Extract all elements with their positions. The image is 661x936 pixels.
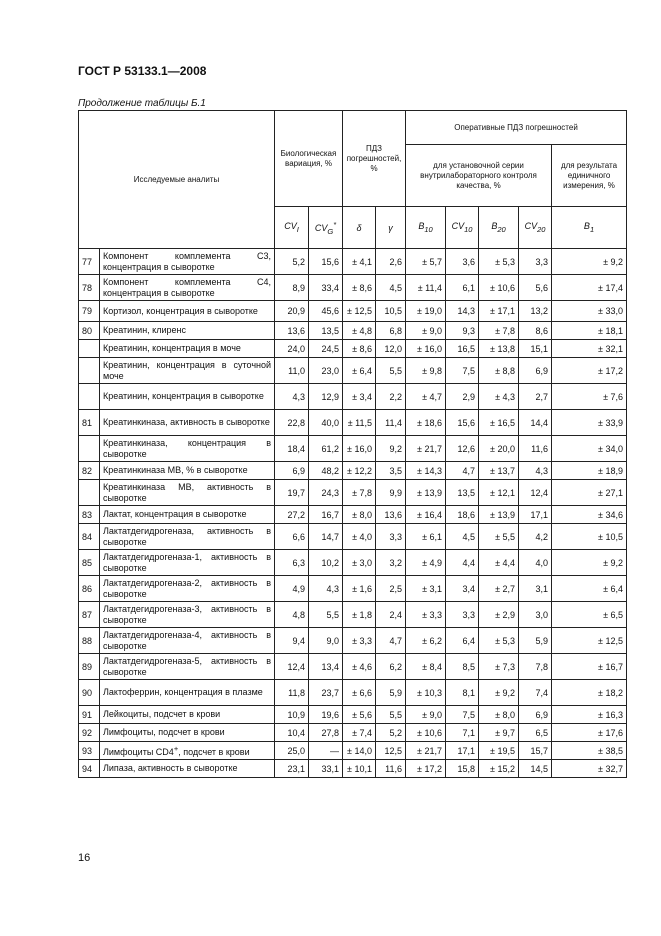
analyte-name: Креатинкиназа, активность в сыворотке [100,410,275,436]
value-cell: 5,5 [309,602,343,628]
row-number: 89 [79,654,100,680]
value-cell: 5,9 [376,680,406,706]
value-cell: ± 6,1 [406,524,446,550]
value-cell: ± 4,1 [343,249,376,275]
table-row [79,628,627,654]
table-row [79,524,627,550]
analyte-name: Креатинкиназа МВ, % в сыворотке [100,462,275,480]
value-cell: ± 12,5 [552,628,627,654]
analytes-table [78,110,627,778]
value-cell: 6,8 [376,322,406,340]
value-cell: 22,8 [275,410,309,436]
value-cell: ± 8,4 [406,654,446,680]
analyte-name: Лейкоциты, подсчет в крови [100,706,275,724]
value-cell: ± 2,7 [479,576,519,602]
value-cell: 2,7 [519,384,552,410]
value-cell: 4,8 [275,602,309,628]
value-cell: 3,4 [446,576,479,602]
value-cell: 6,4 [446,628,479,654]
row-number [79,358,100,384]
value-cell: ± 17,4 [552,275,627,301]
value-cell: 24,5 [309,340,343,358]
value-cell: ± 16,4 [406,506,446,524]
value-cell: 10,2 [309,550,343,576]
value-cell: 6,9 [275,462,309,480]
value-cell: 17,1 [446,742,479,760]
value-cell: — [309,742,343,760]
symbol-cv20: $CV_{20}$ [519,207,552,249]
table-row [79,384,627,410]
value-cell: 61,2 [309,436,343,462]
value-cell: ± 6,4 [343,358,376,384]
row-number: 86 [79,576,100,602]
value-cell: 23,1 [275,760,309,778]
value-cell: ± 27,1 [552,480,627,506]
value-cell: ± 8,0 [479,706,519,724]
symbol-delta: δ [343,207,376,249]
value-cell: 8,9 [275,275,309,301]
analyte-name: Лактатдегидрогеназа-1, активность в сыворотке [100,550,275,576]
symbol-b20: $B_{20}$ [479,207,519,249]
value-cell: ± 5,7 [406,249,446,275]
value-cell: ± 1,8 [343,602,376,628]
value-cell: ± 32,1 [552,340,627,358]
value-cell: ± 18,9 [552,462,627,480]
value-cell: ± 4,3 [479,384,519,410]
value-cell: ± 4,0 [343,524,376,550]
value-cell: 12,4 [275,654,309,680]
value-cell: 14,3 [446,301,479,322]
value-cell: ± 18,6 [406,410,446,436]
row-number: 87 [79,602,100,628]
value-cell: 19,6 [309,706,343,724]
table-row [79,410,627,436]
value-cell: ± 17,1 [479,301,519,322]
value-cell: ± 33,9 [552,410,627,436]
value-cell: ± 3,3 [406,602,446,628]
value-cell: ± 14,3 [406,462,446,480]
analyte-name: Креатинин, концентрация в сыворотке [100,384,275,410]
row-number [79,384,100,410]
symbol-cv10: $CV_{10}$ [446,207,479,249]
value-cell: ± 10,6 [479,275,519,301]
value-cell: ± 16,7 [552,654,627,680]
analyte-name: Лактатдегидрогеназа-2, активность в сыворотке [100,576,275,602]
value-cell: ± 33,0 [552,301,627,322]
value-cell: ± 1,6 [343,576,376,602]
value-cell: ± 13,9 [479,506,519,524]
analyte-name: Лимфоциты, подсчет в крови [100,724,275,742]
row-number: 84 [79,524,100,550]
value-cell: ± 7,8 [479,322,519,340]
value-cell: ± 13,8 [479,340,519,358]
value-cell: 10,5 [376,301,406,322]
value-cell: 6,2 [376,654,406,680]
analyte-name: Кортизол, концентрация в сыворотке [100,301,275,322]
value-cell: 16,5 [446,340,479,358]
value-cell: ± 5,3 [479,249,519,275]
row-number [79,340,100,358]
value-cell: 13,4 [309,654,343,680]
table-row [79,724,627,742]
table-row [79,358,627,384]
value-cell: 8,6 [519,322,552,340]
value-cell: ± 14,0 [343,742,376,760]
value-cell: 4,7 [446,462,479,480]
value-cell: 4,2 [519,524,552,550]
value-cell: 6,3 [275,550,309,576]
value-cell: ± 7,3 [479,654,519,680]
value-cell: 4,7 [376,628,406,654]
value-cell: ± 4,7 [406,384,446,410]
table-row [79,249,627,275]
value-cell: ± 9,0 [406,706,446,724]
table-row [79,480,627,506]
analyte-name: Креатинин, концентрация в моче [100,340,275,358]
value-cell: 9,2 [376,436,406,462]
symbol-b1: $B_1$ [552,207,627,249]
value-cell: 17,1 [519,506,552,524]
value-cell: ± 12,2 [343,462,376,480]
value-cell: ± 6,4 [552,576,627,602]
value-cell: ± 6,2 [406,628,446,654]
row-number: 94 [79,760,100,778]
value-cell: ± 6,5 [552,602,627,628]
value-cell: ± 16,0 [406,340,446,358]
value-cell: 14,7 [309,524,343,550]
value-cell: ± 10,1 [343,760,376,778]
value-cell: 7,8 [519,654,552,680]
table-row [79,462,627,480]
value-cell: ± 21,7 [406,436,446,462]
value-cell: 27,2 [275,506,309,524]
value-cell: 13,6 [275,322,309,340]
value-cell: 8,1 [446,680,479,706]
value-cell: ± 12,1 [479,480,519,506]
value-cell: 15,6 [446,410,479,436]
analyte-name: Креатинин, концентрация в суточной моче [100,358,275,384]
value-cell: ± 18,2 [552,680,627,706]
value-cell: 4,9 [275,576,309,602]
value-cell: ± 13,9 [406,480,446,506]
row-number: 81 [79,410,100,436]
value-cell: ± 7,4 [343,724,376,742]
value-cell: ± 3,4 [343,384,376,410]
value-cell: ± 17,2 [406,760,446,778]
value-cell: ± 4,6 [343,654,376,680]
value-cell: ± 6,6 [343,680,376,706]
value-cell: ± 11,5 [343,410,376,436]
value-cell: 15,1 [519,340,552,358]
value-cell: 15,8 [446,760,479,778]
header-single: для результата единичного измерения, % [552,145,627,207]
value-cell: ± 19,5 [479,742,519,760]
value-cell: 3,3 [519,249,552,275]
table-row [79,576,627,602]
value-cell: ± 16,5 [479,410,519,436]
value-cell: 4,3 [275,384,309,410]
value-cell: 45,6 [309,301,343,322]
value-cell: 6,9 [519,358,552,384]
value-cell: ± 9,0 [406,322,446,340]
document-title: ГОСТ Р 53133.1—2008 [78,64,207,78]
value-cell: 11,6 [376,760,406,778]
value-cell: 19,7 [275,480,309,506]
value-cell: 4,3 [519,462,552,480]
value-cell: ± 34,6 [552,506,627,524]
value-cell: 4,4 [446,550,479,576]
value-cell: ± 15,2 [479,760,519,778]
value-cell: ± 4,9 [406,550,446,576]
value-cell: ± 10,6 [406,724,446,742]
symbol-gamma: γ [376,207,406,249]
analyte-name: Креатинкиназа МВ, активность в сыворотке [100,480,275,506]
analyte-name: Лактатдегидрогеназа, активность в сыворотке [100,524,275,550]
value-cell: 2,5 [376,576,406,602]
analyte-name: Креатинкиназа, концентрация в сыворотке [100,436,275,462]
table-row [79,275,627,301]
value-cell: ± 3,1 [406,576,446,602]
row-number: 77 [79,249,100,275]
row-number [79,436,100,462]
value-cell: ± 7,8 [343,480,376,506]
value-cell: 5,2 [376,724,406,742]
value-cell: ± 7,6 [552,384,627,410]
value-cell: 13,6 [376,506,406,524]
value-cell: 5,9 [519,628,552,654]
value-cell: 11,6 [519,436,552,462]
analyte-name: Лактоферрин, концентрация в плазме [100,680,275,706]
value-cell: 6,9 [519,706,552,724]
value-cell: ± 9,8 [406,358,446,384]
value-cell: 10,9 [275,706,309,724]
value-cell: 4,3 [309,576,343,602]
value-cell: ± 21,7 [406,742,446,760]
value-cell: 27,8 [309,724,343,742]
table-row [79,340,627,358]
value-cell: 10,4 [275,724,309,742]
value-cell: ± 10,3 [406,680,446,706]
row-number: 91 [79,706,100,724]
value-cell: 2,6 [376,249,406,275]
value-cell: 3,6 [446,249,479,275]
value-cell: 4,5 [446,524,479,550]
value-cell: 24,0 [275,340,309,358]
value-cell: 5,5 [376,706,406,724]
symbol-cvg: $CV_G^*$ [309,207,343,249]
table-row [79,654,627,680]
value-cell: ± 4,4 [479,550,519,576]
value-cell: ± 9,2 [479,680,519,706]
header-analytes: Исследуемые аналиты [79,111,275,249]
value-cell: 2,9 [446,384,479,410]
value-cell: 13,2 [519,301,552,322]
value-cell: 15,6 [309,249,343,275]
header-pdz: ПДЗ погрешностей, % [343,111,406,207]
value-cell: 3,5 [376,462,406,480]
value-cell: ± 17,6 [552,724,627,742]
value-cell: ± 8,0 [343,506,376,524]
value-cell: 12,4 [519,480,552,506]
value-cell: 23,7 [309,680,343,706]
table-row [79,322,627,340]
value-cell: 13,5 [309,322,343,340]
value-cell: 18,4 [275,436,309,462]
value-cell: 3,3 [376,524,406,550]
value-cell: ± 20,0 [479,436,519,462]
value-cell: 5,5 [376,358,406,384]
value-cell: 13,5 [446,480,479,506]
header-operative: Оперативные ПДЗ погрешностей [406,111,627,145]
table-row [79,706,627,724]
value-cell: 33,4 [309,275,343,301]
value-cell: 40,0 [309,410,343,436]
value-cell: ± 12,5 [343,301,376,322]
value-cell: 33,1 [309,760,343,778]
value-cell: 15,7 [519,742,552,760]
value-cell: 5,2 [275,249,309,275]
value-cell: ± 8,6 [343,275,376,301]
value-cell: ± 18,1 [552,322,627,340]
value-cell: ± 5,5 [479,524,519,550]
row-number: 90 [79,680,100,706]
value-cell: 11,8 [275,680,309,706]
value-cell: ± 8,8 [479,358,519,384]
analyte-name: Лимфоциты CD4+, подсчет в крови [100,742,275,760]
analyte-name: Лактат, концентрация в сыворотке [100,506,275,524]
symbol-cvi: $CV_I$ [275,207,309,249]
value-cell: 12,6 [446,436,479,462]
value-cell: 16,7 [309,506,343,524]
value-cell: ± 17,2 [552,358,627,384]
value-cell: ± 9,7 [479,724,519,742]
value-cell: 12,0 [376,340,406,358]
value-cell: 7,1 [446,724,479,742]
table-row [79,602,627,628]
analyte-name: Компонент комплемента С4, концентрация в сыворотке [100,275,275,301]
value-cell: 12,5 [376,742,406,760]
value-cell: ± 3,3 [343,628,376,654]
value-cell: 8,5 [446,654,479,680]
value-cell: 7,5 [446,358,479,384]
value-cell: ± 10,5 [552,524,627,550]
value-cell: 2,2 [376,384,406,410]
value-cell: 24,3 [309,480,343,506]
value-cell: 3,2 [376,550,406,576]
table-row [79,680,627,706]
value-cell: 20,9 [275,301,309,322]
row-number: 93 [79,742,100,760]
row-number: 80 [79,322,100,340]
value-cell: 25,0 [275,742,309,760]
analyte-name: Компонент комплемента С3, концентрация в сыворотке [100,249,275,275]
value-cell: ± 38,5 [552,742,627,760]
table-row [79,506,627,524]
page-number: 16 [78,852,91,864]
value-cell: ± 9,2 [552,550,627,576]
table-row [79,760,627,778]
row-number: 82 [79,462,100,480]
value-cell: 9,9 [376,480,406,506]
value-cell: 7,5 [446,706,479,724]
value-cell: 11,4 [376,410,406,436]
value-cell: 14,5 [519,760,552,778]
table-row [79,742,627,760]
value-cell: ± 16,3 [552,706,627,724]
value-cell: ± 13,7 [479,462,519,480]
value-cell: 9,3 [446,322,479,340]
value-cell: ± 9,2 [552,249,627,275]
value-cell: ± 19,0 [406,301,446,322]
value-cell: ± 16,0 [343,436,376,462]
value-cell: ± 5,3 [479,628,519,654]
value-cell: 7,4 [519,680,552,706]
value-cell: 6,6 [275,524,309,550]
row-number: 78 [79,275,100,301]
value-cell: ± 8,6 [343,340,376,358]
analyte-name: Лактатдегидрогеназа-3, активность в сыворотке [100,602,275,628]
row-number: 92 [79,724,100,742]
value-cell: 2,4 [376,602,406,628]
row-number [79,480,100,506]
symbol-b10: $B_{10}$ [406,207,446,249]
value-cell: ± 32,7 [552,760,627,778]
header-series: для установочной серии внутрилабораторного контроля качества, % [406,145,552,207]
analyte-name: Липаза, активность в сыворотке [100,760,275,778]
header-bio-variation: Биологическая вариация, % [275,111,343,207]
value-cell: 5,6 [519,275,552,301]
value-cell: ± 5,6 [343,706,376,724]
table-row [79,550,627,576]
value-cell: 12,9 [309,384,343,410]
value-cell: 9,0 [309,628,343,654]
value-cell: 4,5 [376,275,406,301]
row-number: 88 [79,628,100,654]
value-cell: 48,2 [309,462,343,480]
row-number: 85 [79,550,100,576]
value-cell: 6,1 [446,275,479,301]
row-number: 79 [79,301,100,322]
table-caption: Продолжение таблицы Б.1 [78,98,206,109]
analyte-name: Лактатдегидрогеназа-5, активность в сыворотке [100,654,275,680]
analyte-name: Креатинин, клиренс [100,322,275,340]
value-cell: 9,4 [275,628,309,654]
value-cell: 18,6 [446,506,479,524]
value-cell: 3,0 [519,602,552,628]
value-cell: 6,5 [519,724,552,742]
value-cell: 23,0 [309,358,343,384]
value-cell: 3,1 [519,576,552,602]
value-cell: 3,3 [446,602,479,628]
row-number: 83 [79,506,100,524]
table-row [79,436,627,462]
value-cell: ± 4,8 [343,322,376,340]
value-cell: 14,4 [519,410,552,436]
value-cell: ± 34,0 [552,436,627,462]
value-cell: ± 2,9 [479,602,519,628]
value-cell: ± 3,0 [343,550,376,576]
table-row [79,301,627,322]
analyte-name: Лактатдегидрогеназа-4, активность в сыворотке [100,628,275,654]
value-cell: 11,0 [275,358,309,384]
value-cell: ± 11,4 [406,275,446,301]
value-cell: 4,0 [519,550,552,576]
